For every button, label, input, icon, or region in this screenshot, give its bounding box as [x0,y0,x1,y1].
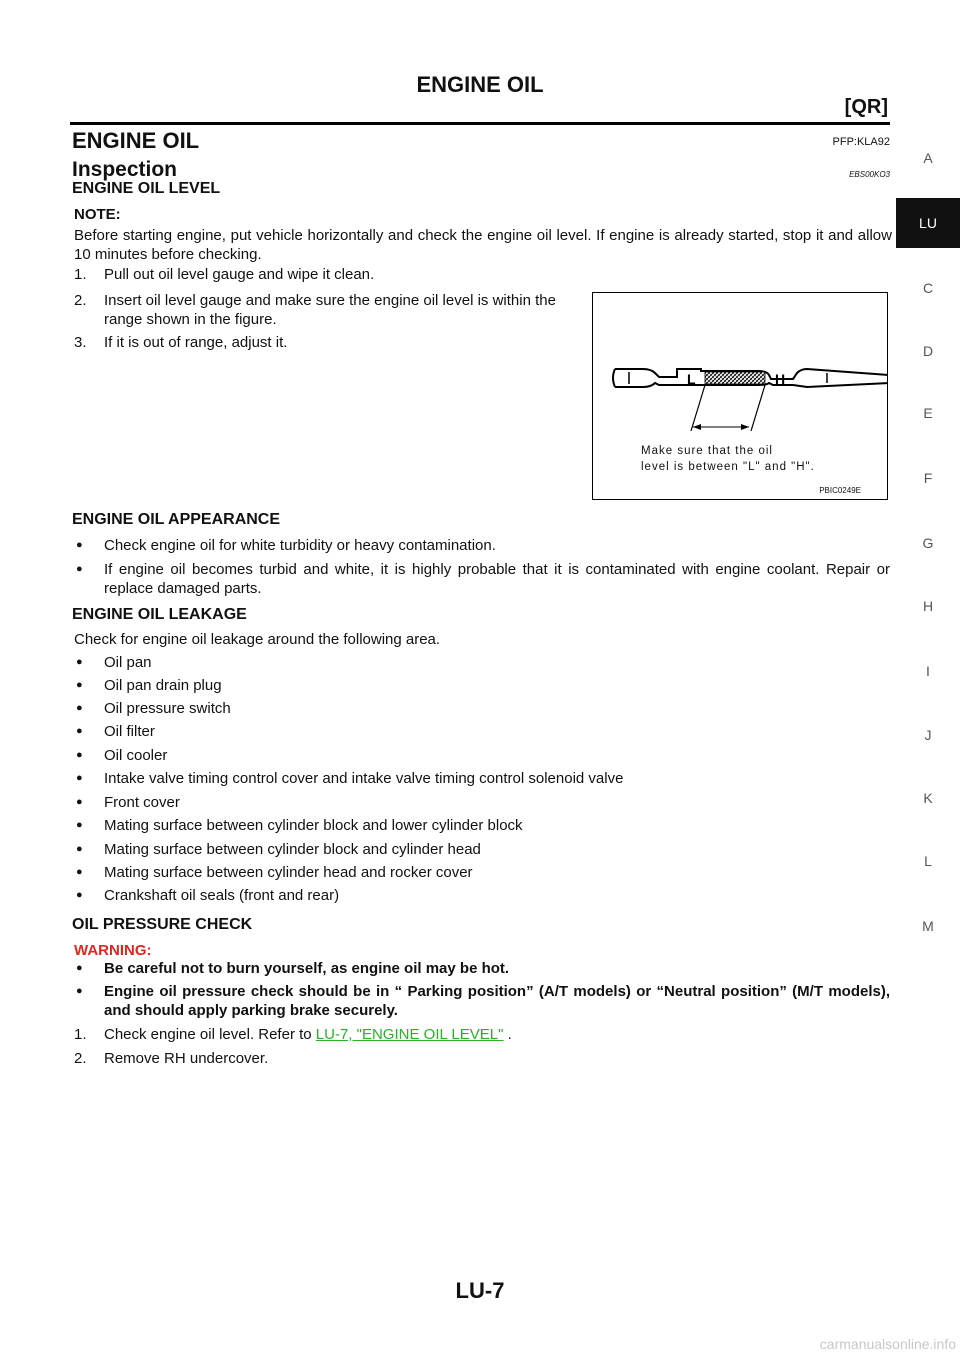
leakage-intro: Check for engine oil leakage around the following area. [74,631,441,648]
bullet-icon: ● [76,843,83,855]
bullet-icon: ● [76,796,83,808]
tab-h[interactable]: H [922,598,934,614]
figure-caption-line: level is between "L" and "H". [641,461,815,473]
dipstick-mark-h: H [775,371,786,387]
oil-leakage-heading: ENGINE OIL LEAKAGE [72,606,247,623]
oil-appearance-heading: ENGINE OIL APPEARANCE [72,511,281,528]
step-number: 2. [74,292,87,309]
bullet-icon: ● [76,539,83,551]
bullet-icon: ● [76,679,83,691]
tab-c[interactable]: C [922,280,934,296]
list-item: Crankshaft oil seals (front and rear) [104,887,340,904]
tab-e[interactable]: E [923,405,933,421]
list-item: Oil pan drain plug [104,677,222,694]
inspection-title: Inspection [72,158,178,181]
warning-label: WARNING: [74,942,152,959]
bullet-icon: ● [76,725,83,737]
step-number: 1. [74,1026,87,1043]
tab-i[interactable]: I [926,663,930,679]
list-item: Oil cooler [104,747,168,764]
step-number: 3. [74,334,87,351]
dipstick-mark-l: L [687,371,696,387]
list-item: Mating surface between cylinder block and lower cylinder block [104,817,523,834]
step-text: Pull out oil level gauge and wipe it clean. [104,266,375,283]
step-text: Remove RH undercover. [104,1050,269,1067]
step-number: 1. [74,266,87,283]
bullet-icon: ● [76,962,83,974]
oil-level-heading: ENGINE OIL LEVEL [72,180,221,197]
tab-f[interactable]: F [923,470,933,486]
header-divider [70,122,890,125]
cross-reference-link[interactable]: LU-7, "ENGINE OIL LEVEL" [315,1026,504,1043]
bullet-icon: ● [76,866,83,878]
section-title: ENGINE OIL [72,128,200,153]
tab-lu[interactable]: LU [896,198,960,248]
tab-j[interactable]: J [924,727,932,743]
engine-code: [QR] [844,96,888,118]
section-ref-code: PFP:KLA92 [832,136,890,148]
bullet-icon: ● [76,702,83,714]
tab-a[interactable]: A [923,150,933,166]
step-text [104,1025,704,1044]
page-header-title: ENGINE OIL [416,72,544,97]
tab-k[interactable]: K [923,790,933,806]
list-item: Intake valve timing control cover and intake valve timing control solenoid valve [104,770,624,787]
tab-g[interactable]: G [922,535,934,551]
bullet-icon: ● [76,819,83,831]
list-item: Front cover [104,794,180,811]
tab-d[interactable]: D [922,343,934,359]
figure-caption-line: Make sure that the oil [641,445,773,457]
list-item: If engine oil becomes turbid and white, it is highly probable that it is contaminated with engine coolant. Repair or replace damaged parts. [104,561,890,597]
step-text: If it is out of range, adjust it. [104,334,288,351]
list-item: Oil pressure switch [104,700,231,717]
page-number: LU-7 [455,1278,505,1303]
list-item: Mating surface between cylinder head and rocker cover [104,864,473,881]
tab-l[interactable]: L [924,853,932,869]
list-item: Oil pan [104,654,152,671]
note-label: NOTE: [74,206,121,223]
step-number: 2. [74,1050,87,1067]
list-item: Mating surface between cylinder block and cylinder head [104,841,481,858]
bullet-icon: ● [76,889,83,901]
bullet-icon: ● [76,563,83,575]
oil-pressure-heading: OIL PRESSURE CHECK [72,916,253,933]
figure-caption [641,443,815,475]
step-text-tail: . [503,1026,512,1043]
dipstick-figure [592,292,888,500]
warning-item: Engine oil pressure check should be in “ Parking position” (A/T models) or “Neutral position” (M/T models), and should apply parking brake securely. [104,983,890,1019]
list-item: Oil filter [104,723,155,740]
step-text-body: Check engine oil level. Refer to [104,1026,312,1043]
inspection-ref-code: EBS00KO3 [849,170,890,179]
warning-item: Be careful not to burn yourself, as engine oil may be hot. [104,960,510,977]
bullet-icon: ● [76,749,83,761]
tab-m[interactable]: M [922,918,934,934]
bullet-icon: ● [76,985,83,997]
bullet-icon: ● [76,772,83,784]
note-text: Before starting engine, put vehicle horizontally and check the engine oil level. If engine is already started, stop it and allow 10 minutes before checking. [74,227,892,263]
watermark: carmanualsonline.info [819,1336,956,1352]
list-item: Check engine oil for white turbidity or heavy contamination. [104,537,496,554]
bullet-icon: ● [76,656,83,668]
figure-ref-code: PBIC0249E [819,486,861,495]
step-text: Insert oil level gauge and make sure the engine oil level is within the range shown in the figure. [104,292,556,328]
